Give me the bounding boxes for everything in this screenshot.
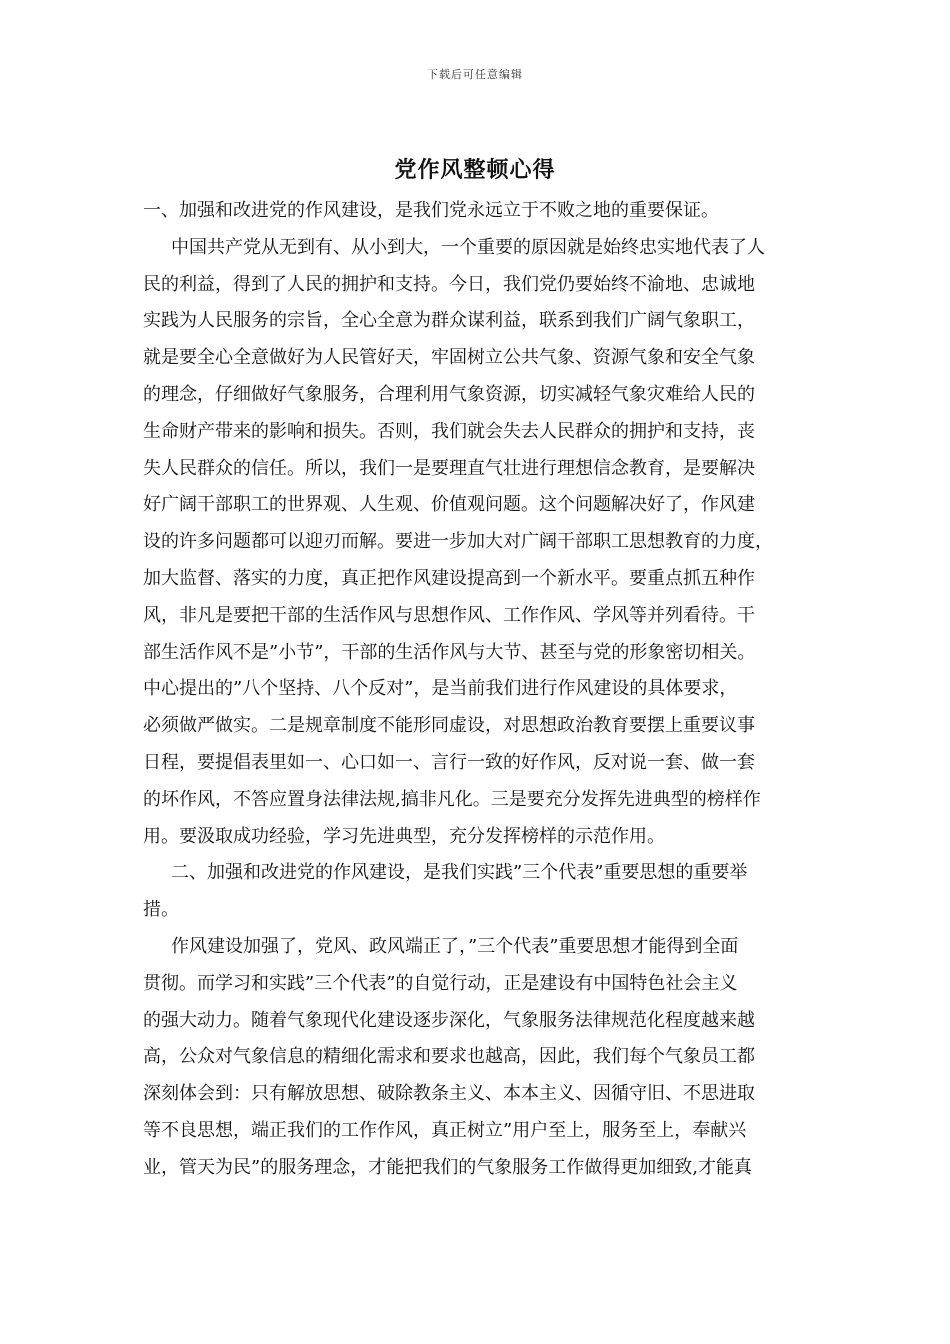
text-line: 用。要汲取成功经验，学习先进典型，充分发挥榜样的示范作用。 (143, 825, 665, 847)
text-line: 措。 (143, 899, 179, 921)
text-line: 的强大动力。随着气象现代化建设逐步深化，气象服务法律规范化程度越来越 (143, 1009, 755, 1031)
text-line: 高，公众对气象信息的精细化需求和要求也越高，因此，我们每个气象员工都 (143, 1046, 755, 1068)
header-note: 下载后可任意编辑 (427, 68, 523, 81)
text-line: 必须做严做实。二是规章制度不能形同虚设，对思想政治教育要摆上重要议事 (143, 715, 755, 737)
text-line: 设的许多问题都可以迎刃而解。要进一步加大对广阔干部职工思想教育的力度， (143, 531, 773, 553)
text-line: 风，非凡是要把干部的生活作风与思想作风、工作作风、学风等并列看待。干 (143, 604, 755, 626)
text-line: 作风建设加强了，党风、政风端正了，”三个代表”重要思想才能得到全面 (171, 935, 739, 957)
text-line: 深刻体会到：只有解放思想、破除教条主义、本本主义、因循守旧、不思进取 (143, 1083, 755, 1105)
text-line: 等不良思想，端正我们的工作作风，真正树立”用户至上，服务至上，奉献兴 (143, 1119, 747, 1141)
text-line: 中心提出的”八个坚持、八个反对”，是当前我们进行作风建设的具体要求， (143, 678, 738, 700)
text-line: 的坏作风，不答应置身法律法规,搞非凡化。三是要充分发挥先进典型的榜样作 (143, 788, 761, 810)
text-line: 部生活作风不是”小节”，干部的生活作风与大节、甚至与党的形象密切相关。 (143, 641, 756, 663)
text-line: 加大监督、落实的力度，真正把作风建设提高到一个新水平。要重点抓五种作 (143, 567, 755, 589)
text-line: 好广阔干部职工的世界观、人生观、价值观问题。这个问题解决好了，作风建 (143, 494, 755, 516)
text-line: 一、加强和改进党的作风建设，是我们党永远立于不败之地的重要保证。 (143, 200, 719, 221)
text-line: 业，管天为民”的服务理念，才能把我们的气象服务工作做得更加细致,才能真 (143, 1156, 752, 1178)
text-line: 的理念，仔细做好气象服务，合理利用气象资源，切实减轻气象灾难给人民的 (143, 383, 755, 405)
text-line: 二、加强和改进党的作风建设，是我们实践”三个代表”重要思想的重要举 (171, 862, 748, 884)
text-line: 失人民群众的信任。所以，我们一是要理直气壮进行理想信念教育，是要解决 (143, 457, 755, 479)
text-line: 实践为人民服务的宗旨，全心全意为群众谋利益，联系到我们广阔气象职工， (143, 310, 755, 332)
text-line: 贯彻。而学习和实践”三个代表”的自觉行动，正是建设有中国特色社会主义 (143, 972, 738, 994)
document-title: 党作风整顿心得 (394, 157, 556, 183)
text-line: 日程，要提倡表里如一、心口如一、言行一致的好作风，反对说一套、做一套 (143, 751, 755, 773)
text-line: 中国共产党从无到有、从小到大，一个重要的原因就是始终忠实地代表了人 (171, 236, 765, 258)
text-line: 就是要全心全意做好为人民管好天，牢固树立公共气象、资源气象和安全气象 (143, 347, 755, 369)
text-line: 民的利益，得到了人民的拥护和支持。今日，我们党仍要始终不渝地、忠诚地 (143, 273, 755, 295)
body-text (143, 193, 823, 1187)
text-line: 生命财产带来的影响和损失。否则，我们就会失去人民群众的拥护和支持，丧 (143, 420, 755, 442)
